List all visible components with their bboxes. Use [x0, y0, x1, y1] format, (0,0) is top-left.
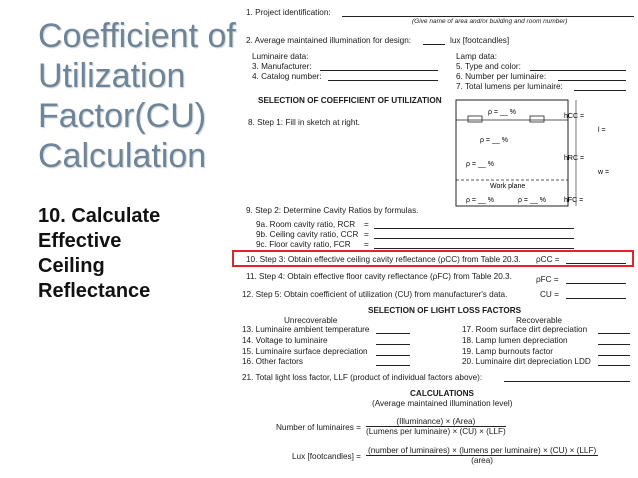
denominator: (Lumens per luminaire) × (CU) × (LLF) — [366, 427, 506, 436]
rcr-label: 9a. Room cavity ratio, RCR — [256, 220, 356, 229]
room-dirt-line — [598, 333, 630, 334]
ambient-temp-label: 13. Luminaire ambient temperature — [242, 325, 370, 334]
total-llf-line — [504, 381, 630, 382]
title-line: Calculation — [38, 137, 207, 175]
rcr-equals: = — [364, 220, 369, 229]
length-text: l = — [598, 127, 606, 134]
highlight-box-step3 — [232, 250, 634, 267]
rho-floor-right-text: ρ = __ % — [518, 197, 546, 204]
luminaire-dirt-label: 20. Luminaire dirt depreciation LDD — [462, 357, 591, 366]
slide-subtitle — [38, 204, 160, 304]
numerator: (Illuminance) × (Area) — [366, 417, 506, 427]
room-cavity-sketch — [452, 98, 632, 210]
lamp-type-line — [530, 70, 626, 71]
other-factors-line — [376, 365, 410, 366]
rho-ceiling-text: ρ = __ % — [488, 109, 516, 116]
numerator: (number of luminaires) × (lumens per luminaire) × (CU) × (LLF) — [368, 446, 597, 455]
cu-worksheet-form — [240, 0, 638, 478]
hrc-text: hRC = — [564, 155, 585, 162]
cu-section-heading: SELECTION OF COEFFICIENT OF UTILIZATION — [258, 96, 442, 105]
llf-section-heading: SELECTION OF LIGHT LOSS FACTORS — [368, 306, 522, 315]
rho-fc-symbol: ρFC = — [536, 275, 559, 284]
calculations-subheading: (Average maintained illumination level) — [372, 399, 513, 408]
project-id-line — [342, 16, 634, 17]
luminaire-data-heading: Luminaire data: — [252, 52, 309, 61]
cu-symbol: CU = — [540, 290, 559, 299]
ambient-temp-line — [376, 333, 410, 334]
step5-label: 12. Step 5: Obtain coefficient of utilization (CU) from manufacturer's data. — [242, 290, 508, 299]
lamp-lumen-dep-label: 18. Lamp lumen depreciation — [462, 336, 568, 345]
total-lumens-line — [574, 90, 626, 91]
rho-cc-symbol: ρCC = — [536, 255, 560, 264]
rcr-line — [374, 228, 574, 229]
catalog-line — [328, 80, 438, 81]
calculations-heading: CALCULATIONS — [410, 389, 474, 398]
fcr-line — [374, 248, 574, 249]
num-luminaires-formula — [366, 417, 506, 436]
manufacturer-label: 3. Manufacturer: — [252, 62, 312, 71]
cu-line — [566, 298, 626, 299]
project-id-label: 1. Project identification: — [246, 8, 331, 17]
surface-dep-line — [376, 355, 410, 356]
voltage-line — [376, 344, 410, 345]
subtitle-line: Reflectance — [38, 280, 151, 302]
recoverable-heading: Recoverable — [516, 316, 562, 325]
title-line: Factor(CU) — [38, 97, 207, 135]
rho-wall-upper-text: ρ = __ % — [480, 137, 508, 144]
rho-floor-text: ρ = __ % — [466, 197, 494, 204]
subtitle-line: 10. Calculate — [38, 205, 161, 227]
room-dirt-label: 17. Room surface dirt depreciation — [462, 325, 588, 334]
width-text: w = — [598, 169, 610, 176]
lamp-lumen-dep-line — [598, 344, 630, 345]
unrecoverable-heading: Unrecoverable — [284, 316, 338, 325]
slide-title — [38, 16, 248, 176]
lamps-per-luminaire-label: 6. Number per luminaire: — [456, 72, 547, 81]
ccr-line — [374, 238, 574, 239]
subtitle-line: Ceiling — [38, 255, 105, 277]
avg-illum-line — [423, 44, 445, 45]
lamps-per-luminaire-line — [558, 80, 626, 81]
avg-illum-label: 2. Average maintained illumination for design: — [246, 36, 412, 45]
work-plane-text: Work plane — [490, 183, 526, 190]
step3-label: 10. Step 3: Obtain effective ceiling cavity reflectance (ρCC) from Table 20.3. — [246, 255, 521, 264]
step2-label: 9. Step 2: Determine Cavity Ratios by formulas. — [246, 206, 419, 215]
lamp-burnouts-label: 19. Lamp burnouts factor — [462, 347, 554, 356]
denominator: (area) — [471, 456, 494, 465]
project-id-note: (Give name of area and/or building and room number) — [412, 18, 568, 25]
subtitle-line: Effective — [38, 230, 122, 252]
fcr-equals: = — [364, 240, 369, 249]
ccr-label: 9b. Ceiling cavity ratio, CCR — [256, 230, 359, 239]
lamp-data-heading: Lamp data: — [456, 52, 497, 61]
step4-label: 11. Step 4: Obtain effective floor cavity reflectance (ρFC) from Table 20.3. — [246, 272, 512, 281]
luminaire-dirt-line — [598, 365, 630, 366]
title-line: Utilization — [38, 57, 186, 95]
hcc-text: hCC = — [564, 113, 585, 120]
lamp-burnouts-line — [598, 355, 630, 356]
rho-wall-text: ρ = __ % — [466, 161, 494, 168]
rho-fc-line — [566, 283, 626, 284]
lamp-type-label: 5. Type and color: — [456, 62, 521, 71]
title-line: Coefficient of — [38, 17, 236, 55]
num-luminaires-label: Number of luminaires = — [276, 423, 361, 432]
catalog-label: 4. Catalog number: — [252, 72, 322, 81]
fcr-label: 9c. Floor cavity ratio, FCR — [256, 240, 351, 249]
lux-formula — [366, 446, 598, 465]
fraction — [366, 417, 506, 436]
fraction — [366, 446, 598, 465]
lux-label: Lux [footcandles] = — [292, 452, 361, 461]
avg-illum-unit: lux [footcandles] — [450, 36, 510, 45]
ccr-equals: = — [364, 230, 369, 239]
total-lumens-label: 7. Total lumens per luminaire: — [456, 82, 563, 91]
manufacturer-line — [320, 70, 438, 71]
step1-label: 8. Step 1: Fill in sketch at right. — [248, 118, 360, 127]
voltage-label: 14. Voltage to luminaire — [242, 336, 328, 345]
surface-dep-label: 15. Luminaire surface depreciation — [242, 347, 368, 356]
total-llf-label: 21. Total light loss factor, LLF (product of individual factors above): — [242, 373, 483, 382]
other-factors-label: 16. Other factors — [242, 357, 303, 366]
hfc-text: hFC = — [564, 197, 584, 204]
